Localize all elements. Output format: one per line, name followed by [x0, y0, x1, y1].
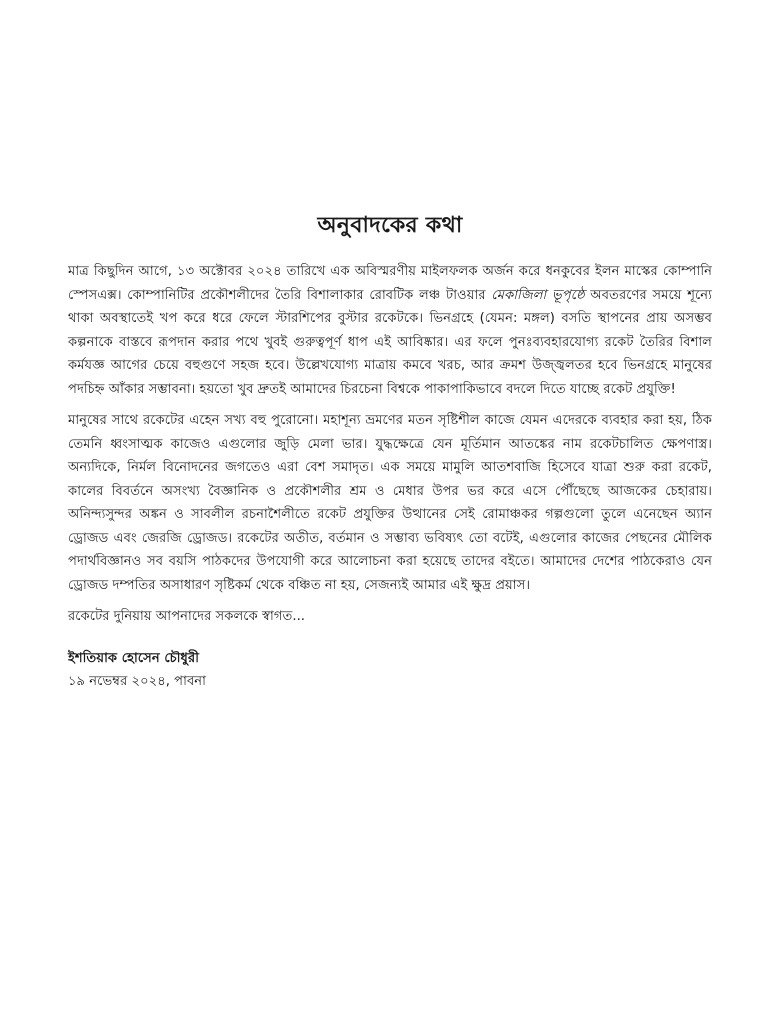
closing-line: রকেটের দুনিয়ায় আপনাদের সকলকে স্বাগত... — [68, 609, 305, 624]
paragraph-1-text-after: অবতরণের সময়ে শূন্যে থাকা অবস্থাতেই খপ করে ধরে ফেলে স্টারশিপের বুস্টার রকেটকে। ভিনগ্রহে (যেমন: মঙ্গল) বসতি স্থাপনের প্রায় অসম্ভব কল্পনাকে বাস্তবে রূপদান করার পথে খুবই গুরুত্বপূর্ণ ধাপ এই আবিষ্কার। এর ফলে পুনঃব্যবহারযোগ্য রকেট তৈরির বিশাল কর্মযজ্ঞ আগের চেয়ে বহুগুণে সহজ হবে। উল্লেখযোগ্য মাত্রায় কমবে খরচ, আর ক্রমশ উজ্জ্বলতর হবে ভিনগ্রহে মানুষের পদচিহ্ন আঁকার সম্ভাবনা। হয়তো খুব দ্রুতই আমাদের চিরচেনা বিশ্বকে পাকাপাকিভাবে বদলে দিতে যাচ্ছে রকেট প্রযুক্তি! — [68, 287, 712, 397]
signature-block — [68, 647, 712, 694]
page-title: অনুবাদকের কথা — [317, 213, 463, 238]
signature-date-place: ১৯ নভেম্বর ২০২৪, পাবনা — [68, 674, 206, 689]
paragraph-1 — [68, 260, 712, 401]
translator-note-page — [68, 210, 712, 694]
paragraph-1-text-before: মাত্র কিছুদিন আগে, ১৩ অক্টোবর ২০২৪ তারিখে এক অবিস্মরণীয় মাইলফলক অর্জন করে ধনকুবের ইলন মাস্কের কোম্পানি স্পেসএক্স। কোম্পানিটির প্রকৌশলীদের তৈরি বিশালাকার রোবটিক লঞ্চ টাওয়ার — [68, 264, 712, 303]
paragraph-2: মানুষের সাথে রকেটের এহেন সখ্য বহু পুরোনো। মহাশূন্য ভ্রমণের মতন সৃষ্টিশীল কাজে যেমন এদেরকে ব্যবহার করা হয়, ঠিক তেমনি ধ্বংসাত্মক কাজেও এগুলোর জুড়ি মেলা ভার। যুদ্ধক্ষেত্রে যেন মূর্তিমান আতঙ্কের নাম রকেটচালিত ক্ষেপণাস্ত্র। অন্যদিকে, নির্মল বিনোদনের জগতেও এরা বেশ সমাদৃত। এক সময়ে মামুলি আতশবাজি হিসেবে যাত্রা শুরু করা রকেট, কালের বিবর্তনে অসংখ্য বৈজ্ঞানিক ও প্রকৌশলীর শ্রম ও মেধার উপর ভর করে এসে পৌঁছেছে আজকের চেহারায়। অনিন্দ্যসুন্দর অঙ্কন ও সাবলীল রচনাশৈলীতে রকেট প্রযুক্তির উত্থানের সেই রোমাঞ্চকর গল্পগুলো তুলে এনেছেন অ্যান ড্রোজড এবং জেরজি ড্রোজড। রকেটের অতীত, বর্তমান ও সম্ভাব্য ভবিষ্যৎ তো বটেই, এগুলোর কাজের পেছনের মৌলিক পদার্থবিজ্ঞানও সব বয়সি পাঠকদের উপযোগী করে আলোচনা করা হয়েছে তাদের বইতে। আমাদের দেশের পাঠকেরাও যেন ড্রোজড দম্পতির অসাধারণ সৃষ্টিকর্ম থেকে বঞ্চিত না হয়, সেজন্যই আমার এই ক্ষুদ্র প্রয়াস। — [68, 413, 712, 593]
signature-name: ইশতিয়াক হোসেন চৌধুরী — [68, 650, 199, 666]
paragraph-1-emphasis: মেকাজিলা ভূপৃষ্ঠে — [491, 287, 585, 303]
